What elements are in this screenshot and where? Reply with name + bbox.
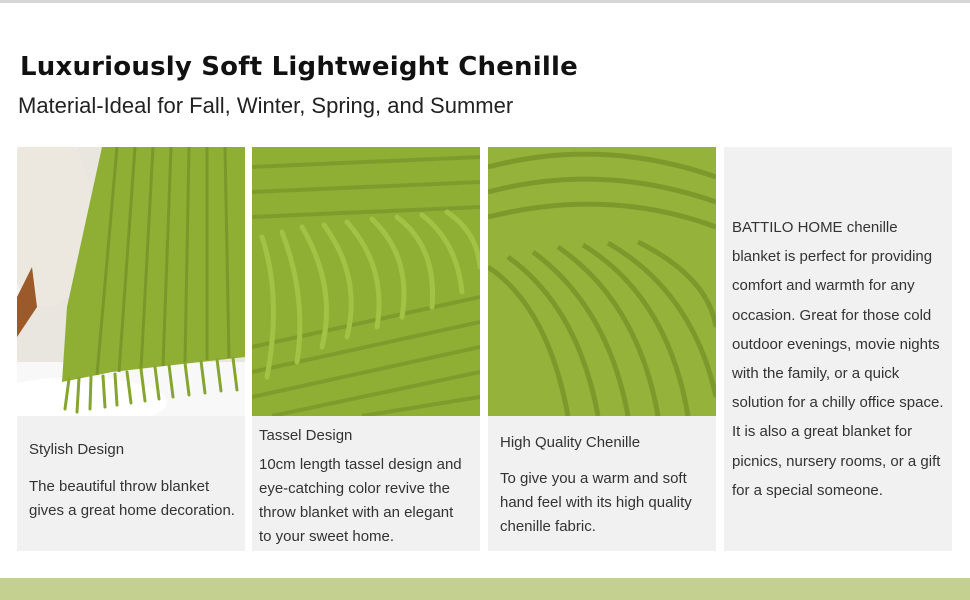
feature-description: To give you a warm and soft hand feel with its high quality chenille fabric.: [500, 470, 692, 535]
brand-description-text: BATTILO HOME chenille blanket is perfect for providing comfort and warmth for any occasion. Great for those cold outdoor evenings, movie nights with the family, or a quick solution for a chilly office space. It is also a great blanket for picnics, nursery rooms, or a gift for a special someone.: [732, 219, 944, 499]
feature-description: The beautiful throw blanket gives a great home decoration.: [29, 478, 235, 519]
feature-card-stylish: [17, 147, 245, 551]
page-subtitle: Material-Ideal for Fall, Winter, Spring, and Summer: [18, 93, 514, 118]
feature-title: Stylish Design: [29, 441, 125, 458]
brand-description-panel: [724, 147, 952, 551]
feature-title: Tassel Design: [259, 427, 353, 444]
feature-card-chenille: [488, 147, 716, 551]
tassel-closeup-photo: [252, 147, 480, 416]
feature-card-tassel: [252, 147, 480, 551]
bottom-color-band: [0, 578, 970, 600]
page-title: Luxuriously Soft Lightweight Chenille: [20, 52, 578, 82]
top-divider: [0, 0, 970, 3]
feature-title: High Quality Chenille: [500, 434, 641, 451]
blanket-draped-photo: [17, 147, 245, 416]
chenille-texture-photo: [488, 147, 716, 416]
feature-description: 10cm length tassel design and eye-catching color revive the throw blanket with an elegant to your sweet home.: [259, 456, 462, 545]
